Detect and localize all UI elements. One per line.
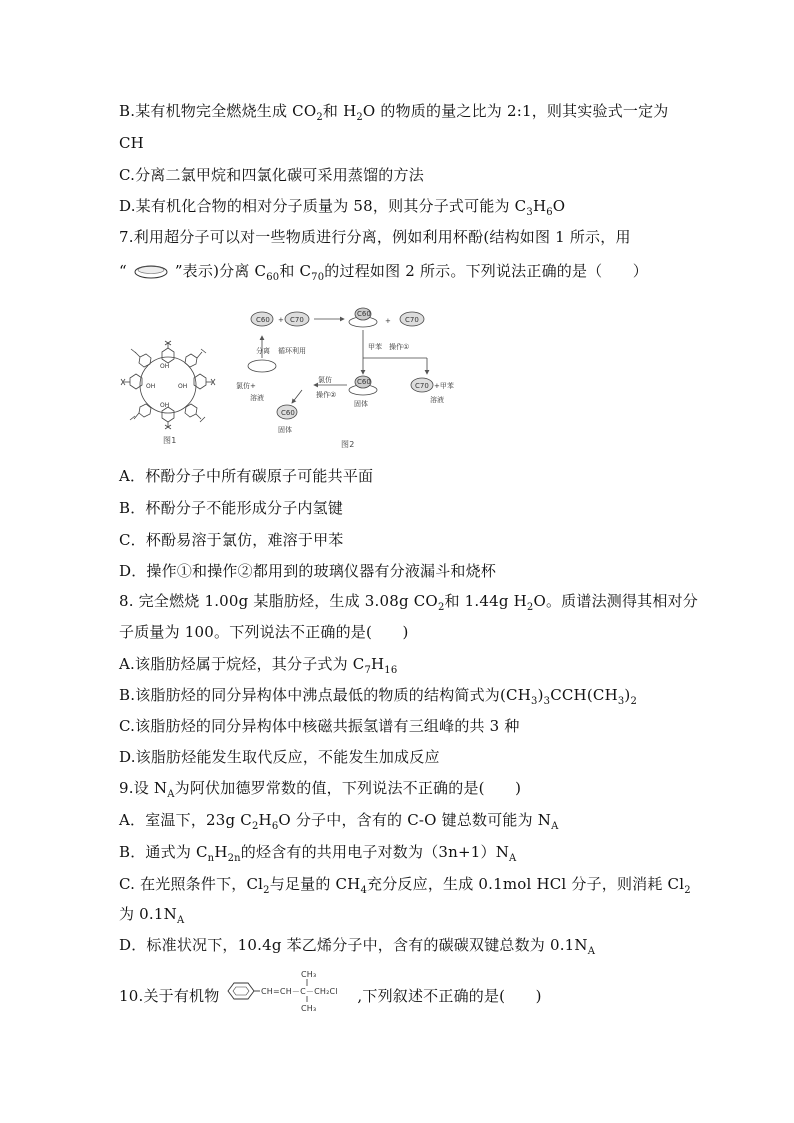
q6-option-d: D.某有机化合物的相对分子质量为 58，则其分子式可能为 $C_3H_6O$ [119,197,566,218]
ch3-bottom-label: CH₃ [301,1004,317,1013]
solution-label: 溶液 [250,394,264,402]
q10-structure-formula [224,969,352,1013]
q9-stem: 9.设 $N_A$为阿伏加德罗常数的值，下列说法不正确的是( ) [119,779,522,800]
c60-label: C60 [357,378,371,386]
q9-option-d: D．标准状况下，10.4g 苯乙烯分子中，含有的碳碳双键总数为 $0.1N_A$ [119,936,596,957]
q6-option-b-line1: B.某有机物完全燃烧生成 $CO_2$和 $H_2O$ 的物质的量之比为 2:1，则其实验式一定为 [119,102,669,123]
q7-option-a: A．杯酚分子中所有碳原子可能共平面 [119,467,374,485]
figure-1-caption: 图1 [163,436,177,445]
q7-option-b: B．杯酚分子不能形成分子内氢键 [119,499,344,517]
c60-label: C60 [256,316,270,324]
q8-option-b: B.该脂肪烃的同分异构体中沸点最低的物质的结构简式为$(CH_3)_3CCH(CH_3)_2$ [119,686,638,707]
q7-option-c: C．杯酚易溶于氯仿，难溶于甲苯 [119,531,344,549]
q9-option-b: B．通式为 $C_nH_{2n}$的烃含有的共用电子对数为$(3n+1)N_A$ [119,843,517,864]
calixarene-bowl-icon [132,263,170,281]
figure-1-calixarene-structure [116,340,220,432]
q6-option-c: C.分离二氯甲烷和四氯化碳可采用蒸馏的方法 [119,166,424,184]
oh-label: OH [160,402,170,409]
figure-2-separation-process [232,300,492,440]
figure-2-caption: 图2 [341,440,355,449]
plus-sign: + [385,317,391,325]
q7-stem-line2: “ ”表示)分离 $C_{60}$和 $C_{70}$的过程如图 2 所示。下列说法正确的是（ ） [119,262,648,283]
chloroform-label: 氯仿 [318,376,332,384]
ch3-top-label: CH₃ [301,970,317,979]
q9-option-a: A．室温下，23g $C_2H_6O$ 分子中，含有的 C-O 键总数可能为 $N_A$ [119,811,559,832]
plus-sign: + [278,316,284,324]
q9-option-c-line1: C. 在光照条件下，$Cl_2$与足量的 $CH_4$充分反应，生成 0.1mol HCl 分子，则消耗 $Cl_2$ [119,875,691,896]
q10-stem: 10.关于有机物 CH=CH－C－CH₂Cl CH₃ CH₃ ,下列叙述不正确的是( ) [119,970,542,1013]
chloroform-plus-label: 氯仿+ [236,382,256,390]
c60-label: C60 [357,310,371,318]
q6-option-b-line2: CH [119,134,144,152]
chain-label: CH=CH－C－CH₂Cl [261,987,339,996]
q8-option-d: D.该脂肪烃能发生取代反应，不能发生加成反应 [119,748,440,766]
c70-label: C70 [415,382,429,390]
recycle-label: 循环利用 [278,347,306,355]
op2-label: 操作② [316,391,337,399]
solid-label: 固体 [278,426,292,434]
c60-label: C60 [281,409,295,417]
c70-label: C70 [405,316,419,324]
q8-stem-line1: 8. 完全燃烧 1.00g 某脂肪烃，生成 3.08g $CO_2$和 1.44g $H_2O$。质谱法测得其相对分 [119,592,698,613]
toluene-op1-label: 甲苯 操作① [368,343,410,351]
c70-label: C70 [290,316,304,324]
plus-toluene-label: +甲苯 [434,382,454,390]
solution-label: 溶液 [430,396,444,404]
oh-label: OH [160,363,170,370]
oh-label: OH [146,383,156,390]
q8-stem-line2: 子质量为 100。下列说法不正确的是( ) [119,623,409,641]
solid-label: 固体 [354,400,368,408]
q9-option-c-line2: 为 $0.1N_A$ [119,905,185,926]
q7-stem-line1: 7.利用超分子可以对一些物质进行分离，例如利用杯酚(结构如图 1 所示，用 [119,228,631,246]
q8-option-a: A.该脂肪烃属于烷烃，其分子式为 $C_7H_{16}$ [119,655,398,676]
separate-label: 分离 [256,347,270,355]
oh-label: OH [178,383,188,390]
q7-option-d: D．操作①和操作②都用到的玻璃仪器有分液漏斗和烧杯 [119,562,497,580]
q8-option-c: C.该脂肪烃的同分异构体中核磁共振氢谱有三组峰的共 3 种 [119,717,520,735]
